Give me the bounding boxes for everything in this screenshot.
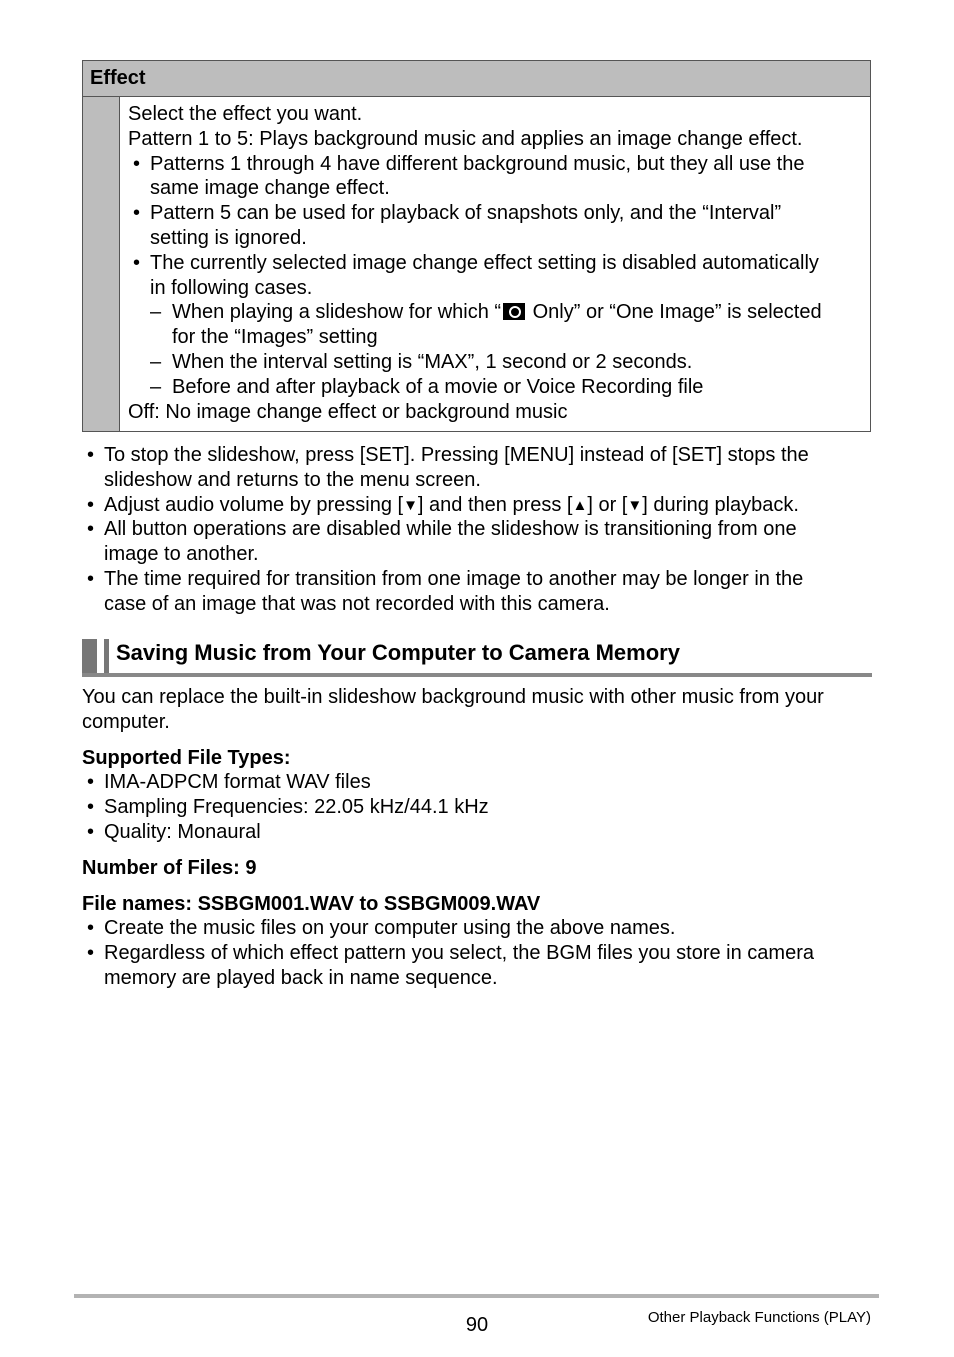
- list-item: • Adjust audio volume by pressing [▼] and then press [▲] or [▼] during playback.: [87, 493, 799, 516]
- effect-line: same image change effect.: [150, 177, 390, 200]
- list-item: • All button operations are disabled while the slideshow is transitioning from one: [87, 518, 797, 541]
- bullet-marker: •: [133, 202, 141, 225]
- effect-line: setting is ignored.: [150, 226, 307, 249]
- bullet-marker: •: [87, 820, 95, 843]
- effect-bullet: • Patterns 1 through 4 have different background music, but they all use the: [133, 152, 805, 175]
- supported-file-types-heading: Supported File Types:: [82, 746, 291, 769]
- notes-list: [82, 443, 872, 617]
- list-item: • Create the music files on your computer using the above names.: [87, 917, 676, 940]
- list-item: • IMA-ADPCM format WAV files: [87, 771, 371, 794]
- dash-marker: –: [150, 350, 162, 373]
- list-item: • Quality: Monaural: [87, 820, 261, 843]
- bullet-marker: •: [87, 771, 95, 794]
- bullet-marker: •: [133, 152, 141, 175]
- effect-line: in following cases.: [150, 276, 313, 299]
- effect-line: Off: No image change effect or background music: [128, 400, 568, 423]
- list-item-continuation: case of an image that was not recorded with this camera.: [104, 592, 610, 615]
- effect-line: Pattern 1 to 5: Plays background music and applies an image change effect.: [128, 127, 803, 150]
- effect-table-sidebar: [83, 97, 120, 431]
- list-item: • To stop the slideshow, press [SET]. Pressing [MENU] instead of [SET] stops the: [87, 444, 809, 466]
- dash-marker: –: [150, 301, 162, 324]
- list-item: • Regardless of which effect pattern you select, the BGM files you store in camera: [87, 942, 814, 965]
- heading-bar-decoration: [104, 639, 109, 675]
- bullet-marker: •: [133, 251, 141, 274]
- effect-bullet: • The currently selected image change effect setting is disabled automatically: [133, 251, 819, 274]
- dash-marker: –: [150, 375, 162, 398]
- footer-rule: [74, 1294, 879, 1298]
- page-number: 90: [465, 1314, 489, 1336]
- effect-table: [82, 60, 871, 432]
- up-arrow-icon: ▲: [572, 496, 588, 514]
- list-item-continuation: image to another.: [104, 543, 259, 566]
- down-arrow-icon: ▼: [403, 496, 418, 514]
- intro-text: computer.: [82, 710, 170, 733]
- bullet-marker: •: [87, 567, 95, 590]
- bullet-marker: •: [87, 917, 95, 940]
- file-names-heading: File names: SSBGM001.WAV to SSBGM009.WAV: [82, 892, 541, 915]
- heading-bar-decoration: [82, 639, 97, 675]
- list-item-continuation: memory are played back in name sequence.: [104, 966, 498, 989]
- list-item-continuation: slideshow and returns to the menu screen.: [104, 468, 481, 491]
- effect-header-label: Effect: [90, 67, 146, 89]
- list-item: • The time required for transition from one image to another may be longer in the: [87, 567, 804, 590]
- section-heading: [82, 637, 872, 678]
- heading-underline: [82, 673, 872, 677]
- effect-dash-item: – Before and after playback of a movie or Voice Recording file: [150, 375, 704, 398]
- bullet-marker: •: [87, 493, 95, 516]
- section-title: Saving Music from Your Computer to Camera Memory: [116, 640, 680, 665]
- effect-dash-item: – When the interval setting is “MAX”, 1 second or 2 seconds.: [150, 350, 693, 373]
- effect-dash-item: – When playing a slideshow for which “ Only” or “One Image” is selected: [150, 301, 822, 324]
- bullet-marker: •: [87, 444, 95, 466]
- intro-text: You can replace the built-in slideshow background music with other music from your: [82, 686, 824, 708]
- effect-line: for the “Images” setting: [172, 326, 378, 349]
- effect-bullet: • Pattern 5 can be used for playback of snapshots only, and the “Interval”: [133, 202, 782, 225]
- footer-section-name: Other Playback Functions (PLAY): [647, 1309, 871, 1326]
- list-item: • Sampling Frequencies: 22.05 kHz/44.1 kHz: [87, 796, 489, 819]
- section-content: [82, 685, 872, 991]
- down-arrow-icon: ▼: [627, 496, 643, 514]
- effect-table-body: [128, 102, 864, 424]
- camera-snapshot-icon: [503, 303, 525, 320]
- effect-table-header: [83, 61, 870, 97]
- bullet-marker: •: [87, 796, 95, 819]
- bullet-marker: •: [87, 942, 95, 965]
- effect-line: Select the effect you want.: [128, 103, 363, 125]
- bullet-marker: •: [87, 518, 95, 541]
- number-of-files-heading: Number of Files: 9: [82, 856, 257, 879]
